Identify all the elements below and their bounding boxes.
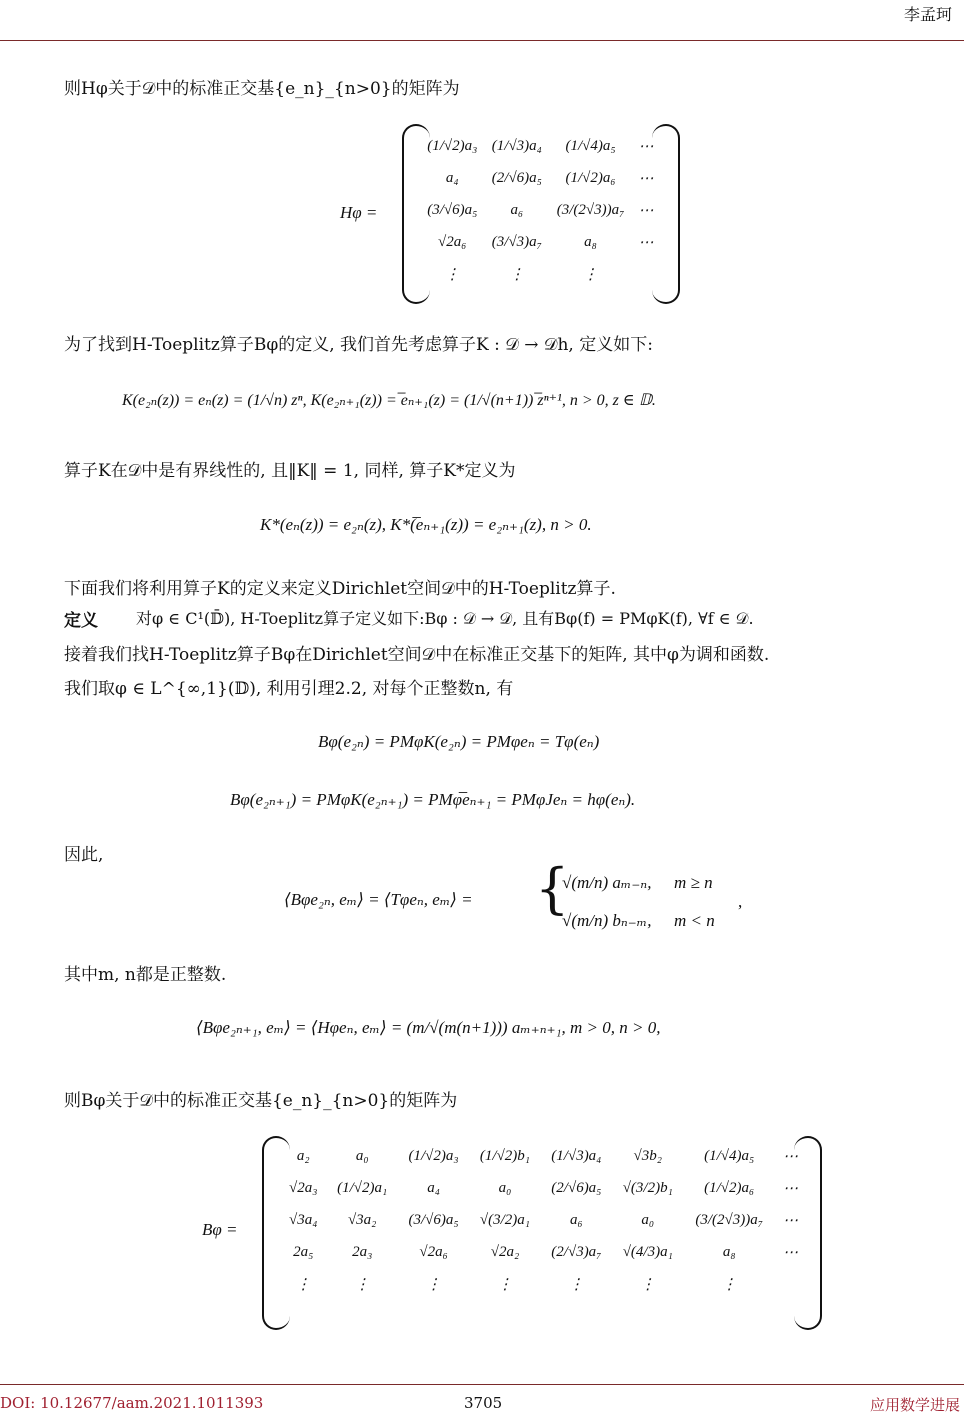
b-matrix-cell: ⋮ [295, 1276, 311, 1293]
equation-hankel-inner-product: ⟨Bφe₂ₙ₊₁, eₘ⟩ = ⟨Hφeₙ, eₘ⟩ = (m/√(m(n+1))) aₘ₊ₙ₊₁, m > 0, n > 0, [196, 1018, 661, 1037]
h-matrix-cell: (1/√2)a₃ [427, 137, 478, 154]
b-matrix-cell [775, 1268, 806, 1300]
b-matrix-cell: a₀ [641, 1211, 655, 1228]
h-matrix-cell: (3/√6)a₅ [427, 201, 478, 218]
b-matrix-cell: ⋮ [354, 1276, 370, 1293]
b-matrix-cell: a₀ [498, 1179, 512, 1196]
b-matrix-row [280, 1204, 806, 1236]
h-matrix-cell [632, 258, 660, 290]
h-matrix-cell: √2a₆ [438, 233, 467, 250]
b-matrix-cell: √(3/2)a₁ [479, 1211, 531, 1228]
h-matrix-cell: ⋯ [638, 138, 654, 155]
paragraph-therefore: 因此, [64, 845, 104, 865]
header-author: 李孟珂 [903, 5, 952, 24]
b-matrix-cell: ⋮ [497, 1276, 513, 1293]
cases-brace: { [535, 857, 570, 920]
footer-doi[interactable]: DOI: 10.12677/aam.2021.1011393 [0, 1394, 264, 1412]
b-matrix-cell: ⋮ [640, 1276, 656, 1293]
b-matrix-cell: √2a₃ [289, 1179, 318, 1196]
h-matrix-cell: ⋯ [638, 170, 654, 187]
cases-tail: , [738, 892, 743, 911]
equation-b-odd: Bφ(e₂ₙ₊₁) = PMφK(e₂ₙ₊₁) = PMφ̅eₙ₊₁ = PMφJeₙ = hφ(eₙ). [230, 790, 636, 809]
b-matrix-cell: (3/(2√3))a₇ [695, 1211, 763, 1228]
equation-b-even: Bφ(e₂ₙ) = PMφK(e₂ₙ) = PMφeₙ = Tφ(eₙ) [318, 732, 600, 751]
b-matrix-cell: (3/√6)a₅ [408, 1211, 459, 1228]
b-matrix-cell: 2a₃ [352, 1243, 373, 1260]
b-matrix-cell: (2/√3)a₇ [551, 1243, 602, 1260]
definition-label: 定义 [64, 611, 98, 631]
h-matrix-cell: ⋯ [638, 202, 654, 219]
b-matrix-cell: √2a₆ [419, 1243, 448, 1260]
h-matrix-row [420, 194, 660, 226]
h-matrix-label: Hφ = [340, 203, 378, 222]
h-matrix-cell: ⋮ [444, 266, 460, 283]
b-matrix-cell: (1/√2)b₁ [479, 1147, 531, 1164]
h-matrix-row [420, 226, 660, 258]
paragraph-define-h-toeplitz: 下面我们将利用算子K的定义来定义Dirichlet空间𝒟中的H-Toeplitz算子. [64, 579, 616, 599]
equation-k-definition: K(e₂ₙ(z)) = eₙ(z) = (1/√n) zⁿ, K(e₂ₙ₊₁(z)) = ̅eₙ₊₁(z) = (1/√(n+1)) ̅zⁿ⁺¹, n > 0, z ∈ 𝔻. [122, 392, 656, 409]
b-matrix-cell: (1/√2)a₆ [704, 1179, 755, 1196]
footer-rule [0, 1384, 964, 1385]
case2-condition: m < n [674, 911, 715, 930]
paragraph-find-matrix: 接着我们找H-Toeplitz算子Bφ在Dirichlet空间𝒟中在标准正交基下的矩阵, 其中φ为调和函数. [64, 645, 770, 665]
b-matrix [280, 1140, 806, 1300]
b-matrix-cell: a₈ [722, 1243, 736, 1260]
h-matrix-cell: a₄ [445, 169, 459, 186]
case1-condition: m ≥ n [674, 873, 713, 892]
h-matrix-cell: ⋮ [509, 266, 525, 283]
h-matrix-cell: (2/√6)a₅ [491, 169, 542, 186]
b-matrix-cell: ⋮ [426, 1276, 442, 1293]
paragraph-positive-integers: 其中m, n都是正整数. [64, 965, 227, 985]
header-rule [0, 40, 964, 41]
b-matrix-row [280, 1172, 806, 1204]
b-matrix-cell: a₂ [296, 1147, 310, 1164]
paragraph-take-phi: 我们取φ ∈ L^{∞,1}(𝔻), 利用引理2.2, 对每个正整数n, 有 [64, 679, 514, 699]
b-matrix-cell: ⋯ [782, 1212, 798, 1229]
h-matrix-row [420, 258, 660, 290]
b-matrix-cell: a₄ [427, 1179, 440, 1196]
b-matrix-cell: ⋮ [721, 1276, 737, 1293]
h-matrix-cell: (3/(2√3))a₇ [556, 201, 625, 218]
h-matrix-cell: a₆ [510, 201, 524, 218]
h-matrix-cell: a₈ [584, 233, 597, 250]
h-matrix-cell: ⋮ [583, 266, 598, 283]
case1-value: √(m/n) aₘ₋ₙ, [562, 873, 652, 892]
b-matrix-cell: (1/√4)a₅ [704, 1147, 755, 1164]
b-matrix-cell: √2a₂ [490, 1243, 520, 1260]
h-matrix-row [420, 162, 660, 194]
case2-value: √(m/n) bₙ₋ₘ, [562, 911, 652, 930]
b-matrix-cell: √3b₂ [633, 1147, 662, 1164]
b-matrix-cell: (1/√3)a₄ [551, 1147, 602, 1164]
b-matrix-cell: √3a₂ [347, 1211, 377, 1228]
h-matrix-cell: ⋯ [638, 234, 654, 251]
b-matrix-row [280, 1140, 806, 1172]
h-matrix-cell: (3/√3)a₇ [491, 233, 542, 250]
paragraph-h-matrix-intro: 则Hφ关于𝒟中的标准正交基{e_n}_{n>0}的矩阵为 [64, 79, 460, 99]
footer-journal[interactable]: 应用数学进展 [869, 1396, 960, 1414]
paragraph-k-bounded: 算子K在𝒟中是有界线性的, 且‖K‖ = 1, 同样, 算子K*定义为 [64, 461, 516, 481]
b-matrix-cell: a₆ [569, 1211, 583, 1228]
b-matrix-cell: a₀ [355, 1147, 369, 1164]
b-matrix-cell: 2a₅ [293, 1243, 314, 1260]
b-matrix-cell: ⋯ [782, 1148, 798, 1165]
equation-kstar-definition: K*(eₙ(z)) = e₂ₙ(z), K*(̅eₙ₊₁(z)) = e₂ₙ₊₁(z), n > 0. [260, 515, 592, 534]
b-matrix-cell: (2/√6)a₅ [551, 1179, 602, 1196]
h-matrix-cell: (1/√4)a₅ [565, 137, 616, 154]
b-matrix-label: Bφ = [202, 1220, 238, 1239]
b-matrix-cell: ⋯ [782, 1244, 798, 1261]
b-matrix-cell: (1/√2)a₁ [337, 1179, 388, 1196]
equation-inner-product-left: ⟨Bφe₂ₙ, eₘ⟩ = ⟨Tφeₙ, eₘ⟩ = [284, 890, 473, 909]
h-matrix [420, 130, 660, 290]
b-matrix-cell: (1/√2)a₃ [408, 1147, 459, 1164]
b-matrix-cell: √(3/2)b₁ [622, 1179, 673, 1196]
paragraph-operator-k-intro: 为了找到H-Toeplitz算子Bφ的定义, 我们首先考虑算子K : 𝒟 → 𝒟h, 定义如下: [64, 335, 653, 355]
b-matrix-cell: √(4/3)a₁ [622, 1243, 673, 1260]
b-matrix-cell: ⋮ [568, 1276, 584, 1293]
h-matrix-cell: (1/√2)a₆ [565, 169, 616, 186]
paragraph-b-matrix-intro: 则Bφ关于𝒟中的标准正交基{e_n}_{n>0}的矩阵为 [64, 1091, 458, 1111]
definition-text: 对φ ∈ C¹(𝔻̄), H-Toeplitz算子定义如下:Bφ : 𝒟 → 𝒟, 且有Bφ(f) = PMφK(f), ∀f ∈ 𝒟. [136, 609, 754, 628]
b-matrix-row [280, 1236, 806, 1268]
footer-page-number: 3705 [464, 1394, 503, 1412]
h-matrix-row [420, 130, 660, 162]
b-matrix-row [280, 1268, 806, 1300]
b-matrix-cell: √3a₄ [289, 1211, 318, 1228]
h-matrix-cell: (1/√3)a₄ [491, 137, 542, 154]
b-matrix-cell: ⋯ [782, 1180, 798, 1197]
